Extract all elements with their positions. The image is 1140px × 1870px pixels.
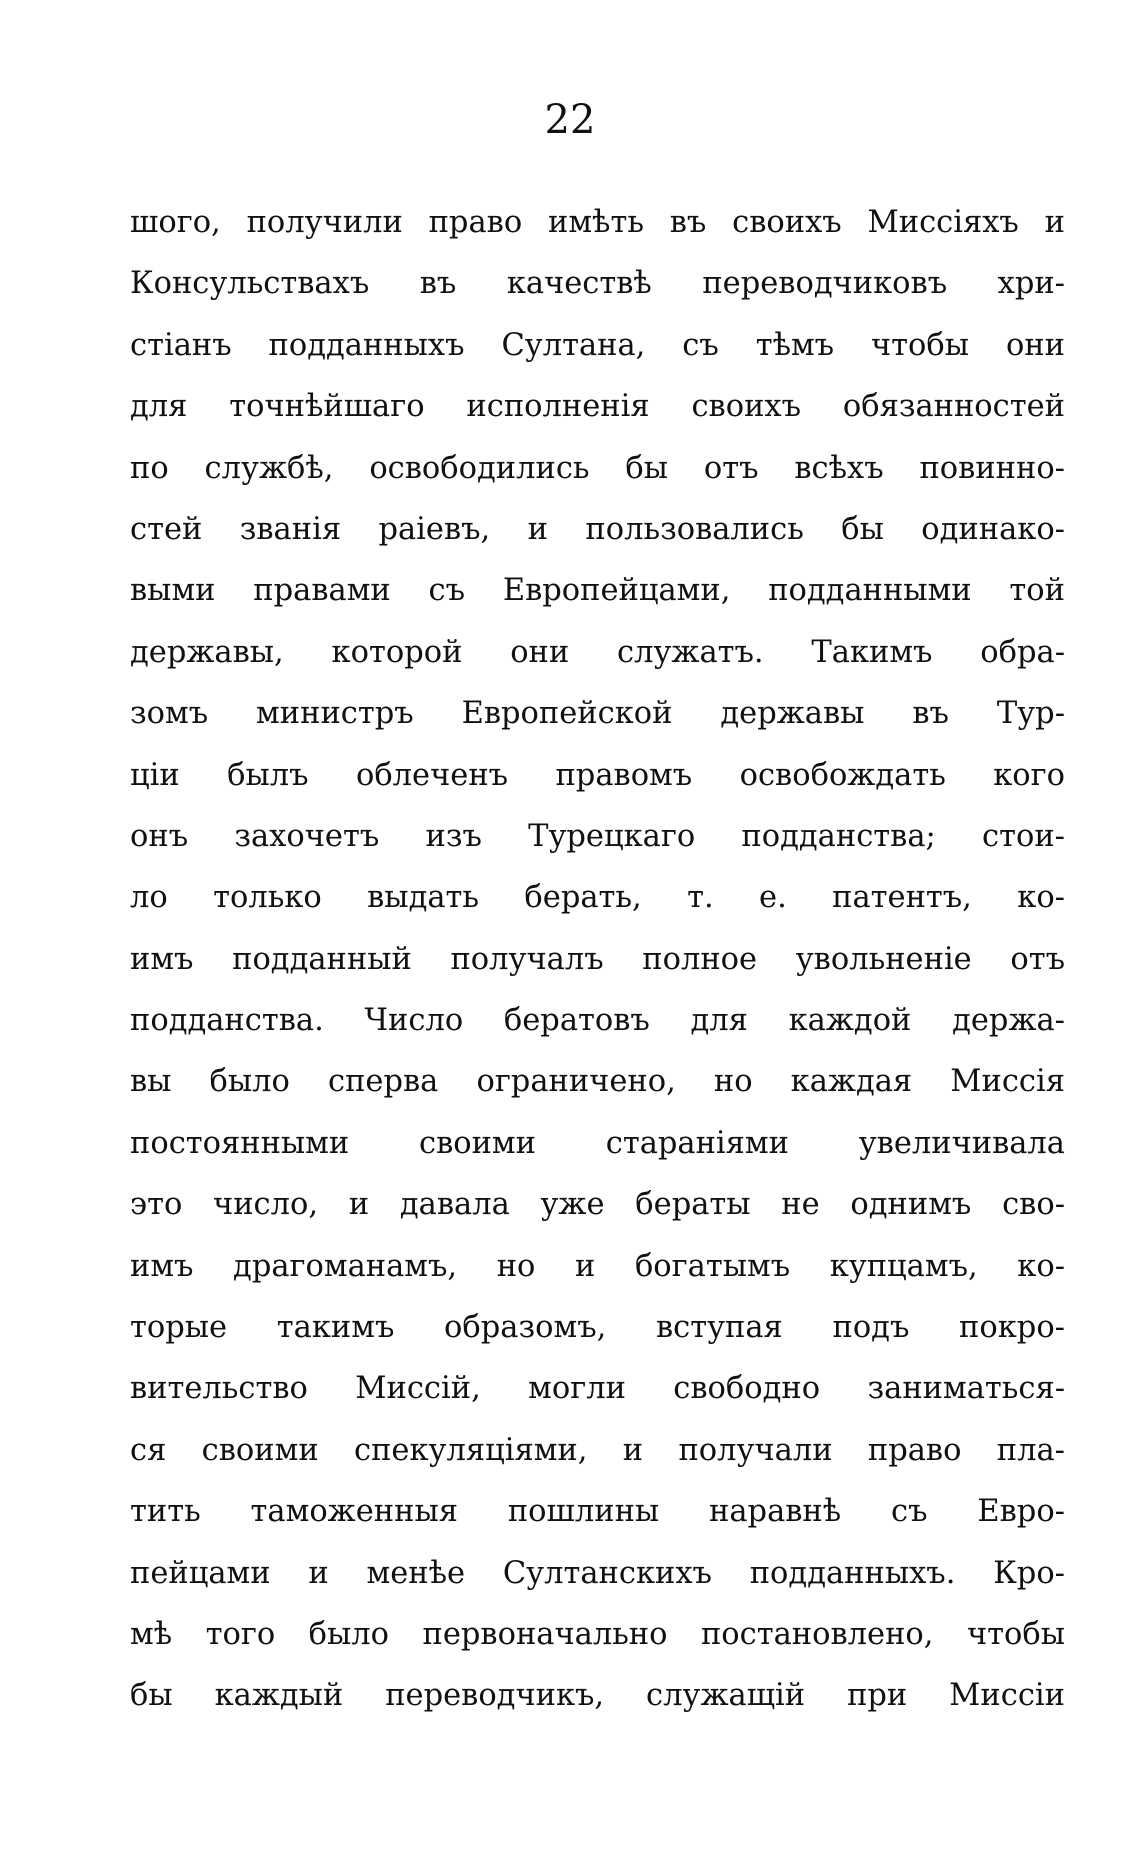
text-line: стей званія раіевъ, и пользовались бы одинако- xyxy=(130,511,1065,547)
text-line: выми правами съ Европейцами, подданными той xyxy=(130,573,1065,609)
text-line: тить таможенныя пошлины наравнѣ съ Евро- xyxy=(130,1494,1065,1530)
text-line: постоянными своими стараніями увеличивала xyxy=(130,1125,1065,1161)
text-line: вы было сперва ограничено, но каждая Миссія xyxy=(130,1064,1065,1100)
text-line: вительство Миссій, могли свободно заниматься- xyxy=(130,1371,1065,1407)
text-line: ло только выдать берать, т. е. патентъ, ко- xyxy=(130,880,1065,916)
text-line: по службѣ, освободились бы отъ всѣхъ повинно- xyxy=(130,450,1065,486)
text-line: стіанъ подданныхъ Султана, съ тѣмъ чтобы они xyxy=(130,327,1065,363)
text-line: это число, и давала уже бераты не однимъ сво- xyxy=(130,1187,1065,1223)
text-line: шого, получили право имѣть въ своихъ Миссіяхъ и xyxy=(130,205,1065,240)
text-body xyxy=(130,192,1065,1727)
page-number: 22 xyxy=(544,97,596,143)
text-line: ціи былъ облеченъ правомъ освобождать кого xyxy=(130,757,1065,793)
text-line: подданства. Число бератовъ для каждой держа- xyxy=(130,1003,1065,1039)
text-line: для точнѣйшаго исполненія своихъ обязанностей xyxy=(130,389,1065,425)
text-line: онъ захочетъ изъ Турецкаго подданства; стои- xyxy=(130,818,1065,854)
text-line: Консульствахъ въ качествѣ переводчиковъ хри- xyxy=(130,266,1065,302)
text-line: ся своими спекуляціями, и получали право пла- xyxy=(130,1432,1065,1468)
text-line: державы, которой они служатъ. Такимъ обра- xyxy=(130,634,1065,670)
text-line: торые такимъ образомъ, вступая подъ покро- xyxy=(130,1310,1065,1346)
text-line: имъ драгоманамъ, но и богатымъ купцамъ, ко- xyxy=(130,1248,1065,1284)
text-line: бы каждый переводчикъ, служащій при Миссіи xyxy=(130,1678,1065,1714)
text-line: имъ подданный получалъ полное увольненіе отъ xyxy=(130,941,1065,977)
text-line: зомъ министръ Европейской державы въ Тур- xyxy=(130,696,1065,732)
text-line: мѣ того было первоначально постановлено, чтобы xyxy=(130,1616,1065,1652)
text-line: пейцами и менѣе Султанскихъ подданныхъ. Кро- xyxy=(130,1555,1065,1591)
